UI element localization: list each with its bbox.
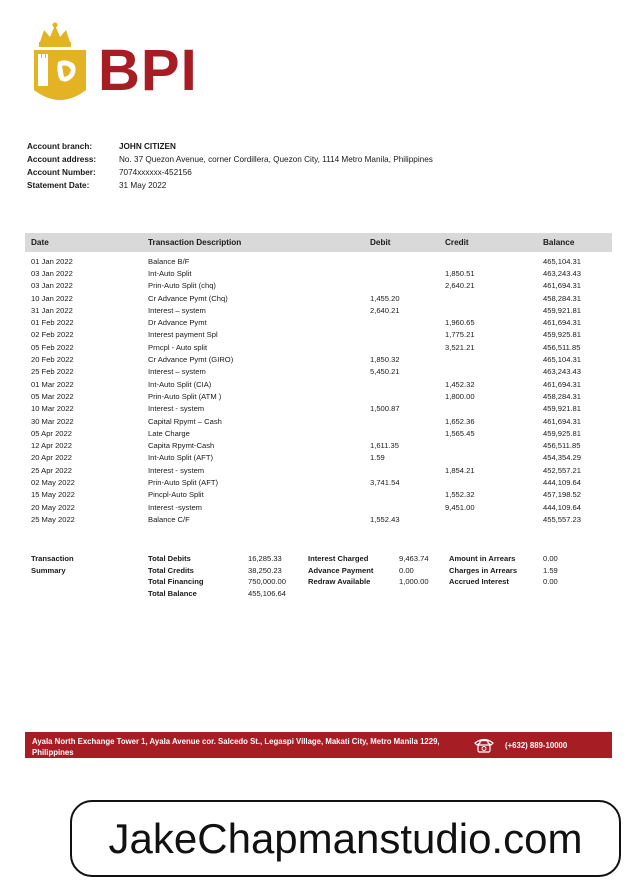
summary-item-label: Advance Payment bbox=[308, 565, 374, 575]
row-date: 25 May 2022 bbox=[31, 514, 75, 524]
row-debit: 1,500.87 bbox=[370, 404, 400, 414]
table-row bbox=[25, 415, 612, 427]
row-credit: 1,854.21 bbox=[445, 465, 475, 475]
row-description: Balance B/F bbox=[148, 256, 190, 266]
row-debit: 5,450.21 bbox=[370, 367, 400, 377]
row-date: 02 May 2022 bbox=[31, 477, 75, 487]
table-row bbox=[25, 366, 612, 378]
footer-phone: (+632) 889-10000 bbox=[505, 741, 568, 750]
row-debit: 1,850.32 bbox=[370, 355, 400, 365]
row-credit: 1,652.36 bbox=[445, 416, 475, 426]
account-branch-label: Account branch: bbox=[27, 142, 93, 151]
summary-item-value: 38,250.23 bbox=[248, 565, 282, 575]
row-debit: 1,552.43 bbox=[370, 514, 400, 524]
row-description: Interest – system bbox=[148, 305, 206, 315]
row-date: 02 Feb 2022 bbox=[31, 330, 74, 340]
row-date: 20 Feb 2022 bbox=[31, 355, 74, 365]
row-balance: 444,109.64 bbox=[543, 502, 582, 512]
row-balance: 461,694.31 bbox=[543, 379, 582, 389]
bpi-crest-icon bbox=[34, 23, 86, 101]
row-credit: 1,552.32 bbox=[445, 490, 475, 500]
row-balance: 461,694.31 bbox=[543, 416, 582, 426]
summary-item-value: 1.59 bbox=[543, 565, 558, 575]
row-description: Prin-Auto Split (ATM ) bbox=[148, 391, 222, 401]
summary-item bbox=[449, 576, 558, 588]
row-credit: 9,451.00 bbox=[445, 502, 475, 512]
row-description: Cr Advance Pymt (GIRO) bbox=[148, 355, 234, 365]
bpi-logo-text: BPI bbox=[98, 38, 198, 103]
row-debit: 1.59 bbox=[370, 453, 385, 463]
summary-item-label: Total Financing bbox=[148, 577, 204, 586]
summary-item-value: 750,000.00 bbox=[248, 577, 287, 586]
table-row bbox=[25, 403, 612, 415]
footer-address: Ayala North Exchange Tower 1, Ayala Avenue cor. Salcedo St., Legaspi Village, Makati City, Metro Manila 1229, Philippines bbox=[32, 737, 440, 757]
table-row bbox=[25, 255, 612, 267]
summary-item-value: 455,106.64 bbox=[248, 588, 287, 598]
summary-item-label: Accrued Interest bbox=[449, 577, 509, 586]
row-debit: 1,455.20 bbox=[370, 293, 400, 303]
row-credit: 2,640.21 bbox=[445, 281, 475, 291]
row-description: Prin-Auto Split (chq) bbox=[148, 281, 216, 291]
table-row bbox=[25, 464, 612, 476]
row-date: 20 May 2022 bbox=[31, 502, 75, 512]
row-balance: 461,694.31 bbox=[543, 318, 582, 328]
row-balance: 459,921.81 bbox=[543, 305, 582, 315]
row-description: Prncpl - Auto split bbox=[148, 342, 208, 352]
row-date: 20 Apr 2022 bbox=[31, 453, 72, 463]
row-date: 01 Jan 2022 bbox=[31, 256, 73, 266]
row-description: Late Charge bbox=[148, 428, 190, 438]
row-credit: 1,452.32 bbox=[445, 379, 475, 389]
account-address-value: No. 37 Quezon Avenue, corner Cordillera, Quezon City, 1114 Metro Manila, Philippines bbox=[119, 155, 433, 164]
watermark-text: JakeChapmanstudio.com bbox=[108, 814, 583, 862]
watermark-banner bbox=[70, 800, 621, 877]
row-date: 25 Apr 2022 bbox=[31, 465, 72, 475]
row-balance: 458,284.31 bbox=[543, 391, 582, 401]
telephone-icon bbox=[473, 737, 495, 753]
summary-label-line1: Transaction bbox=[31, 554, 74, 563]
summary-item bbox=[308, 576, 429, 588]
table-row bbox=[25, 292, 612, 304]
row-description: Capita Rpymt-Cash bbox=[148, 441, 215, 451]
summary-item-label: Charges in Arrears bbox=[449, 565, 518, 575]
summary-item-label: Amount in Arrears bbox=[449, 554, 516, 563]
table-row bbox=[25, 378, 612, 390]
header-debit: Debit bbox=[370, 238, 391, 247]
row-credit: 1,850.51 bbox=[445, 268, 475, 278]
table-row bbox=[25, 329, 612, 341]
table-row bbox=[25, 353, 612, 365]
row-date: 10 Jan 2022 bbox=[31, 293, 73, 303]
summary-item-value: 9,463.74 bbox=[399, 554, 429, 563]
row-date: 10 Mar 2022 bbox=[31, 404, 74, 414]
row-description: Int-Auto Split bbox=[148, 268, 192, 278]
row-balance: 444,109.64 bbox=[543, 477, 582, 487]
table-row bbox=[25, 390, 612, 402]
table-row bbox=[25, 304, 612, 316]
row-description: Cr Advance Pymt (Chq) bbox=[148, 293, 228, 303]
row-date: 03 Jan 2022 bbox=[31, 268, 73, 278]
account-info bbox=[27, 140, 433, 192]
row-balance: 459,925.81 bbox=[543, 428, 582, 438]
header-balance: Balance bbox=[543, 238, 575, 247]
row-description: Interest -system bbox=[148, 502, 203, 512]
summary-label-line2: Summary bbox=[31, 565, 66, 575]
row-description: Interest - system bbox=[148, 404, 205, 414]
row-description: Balance C/F bbox=[148, 514, 190, 524]
row-description: Dr Advance Pymt bbox=[148, 318, 207, 328]
row-balance: 463,243.43 bbox=[543, 268, 582, 278]
summary-item bbox=[449, 553, 558, 565]
row-balance: 454,354.29 bbox=[543, 453, 582, 463]
summary-item bbox=[148, 565, 286, 577]
row-description: Interest – system bbox=[148, 367, 206, 377]
summary-item bbox=[148, 588, 286, 600]
table-row bbox=[25, 476, 612, 488]
row-balance: 465,104.31 bbox=[543, 256, 582, 266]
summary-item-value: 0.00 bbox=[543, 577, 558, 586]
summary-item-value: 0.00 bbox=[543, 554, 558, 563]
row-balance: 459,925.81 bbox=[543, 330, 582, 340]
row-description: Pincpl-Auto Split bbox=[148, 490, 204, 500]
row-balance: 455,557.23 bbox=[543, 514, 582, 524]
row-date: 05 Apr 2022 bbox=[31, 428, 72, 438]
row-debit: 3,741.54 bbox=[370, 477, 400, 487]
row-credit: 1,775.21 bbox=[445, 330, 475, 340]
header-date: Date bbox=[31, 238, 49, 247]
summary-item-label: Interest Charged bbox=[308, 554, 369, 563]
row-credit: 1,960.65 bbox=[445, 318, 475, 328]
row-credit: 1,565.45 bbox=[445, 428, 475, 438]
row-balance: 459,921.81 bbox=[543, 404, 582, 414]
row-date: 12 Apr 2022 bbox=[31, 441, 72, 451]
row-balance: 465,104.31 bbox=[543, 355, 582, 365]
header-description: Transaction Description bbox=[148, 238, 242, 247]
row-balance: 461,694.31 bbox=[543, 281, 582, 291]
row-description: Interest payment Spl bbox=[148, 330, 218, 340]
summary-item-value: 16,285.33 bbox=[248, 554, 282, 563]
table-row bbox=[25, 501, 612, 513]
row-credit: 1,800.00 bbox=[445, 391, 475, 401]
summary-item bbox=[148, 576, 286, 588]
row-balance: 452,557.21 bbox=[543, 465, 582, 475]
header-credit: Credit bbox=[445, 238, 469, 247]
summary-item bbox=[308, 553, 429, 565]
row-description: Int-Auto Split (CIA) bbox=[148, 379, 212, 389]
account-number-value: 7074xxxxxx-452156 bbox=[119, 168, 192, 177]
row-description: Capital Rpymt – Cash bbox=[148, 416, 222, 426]
summary-item-label: Total Credits bbox=[148, 565, 194, 575]
table-row bbox=[25, 280, 612, 292]
row-debit: 1,611.35 bbox=[370, 441, 399, 451]
summary-item-label: Total Balance bbox=[148, 588, 197, 598]
row-description: Prin-Auto Split (AFT) bbox=[148, 477, 219, 487]
transactions-table bbox=[25, 233, 612, 526]
row-description: Interest - system bbox=[148, 465, 205, 475]
row-date: 25 Feb 2022 bbox=[31, 367, 74, 377]
table-row bbox=[25, 439, 612, 451]
table-row bbox=[25, 341, 612, 353]
row-balance: 457,198.52 bbox=[543, 490, 582, 500]
row-debit: 2,640.21 bbox=[370, 305, 400, 315]
table-body bbox=[25, 252, 612, 526]
row-credit: 3,521.21 bbox=[445, 342, 475, 352]
summary-item bbox=[449, 565, 558, 577]
table-row bbox=[25, 267, 612, 279]
row-date: 01 Mar 2022 bbox=[31, 379, 74, 389]
row-date: 31 Jan 2022 bbox=[31, 305, 73, 315]
row-date: 03 Jan 2022 bbox=[31, 281, 73, 291]
table-row bbox=[25, 513, 612, 525]
row-balance: 456,511.85 bbox=[543, 441, 581, 451]
table-row bbox=[25, 452, 612, 464]
account-address-label: Account address: bbox=[27, 155, 97, 164]
summary-item-value: 1,000.00 bbox=[399, 577, 429, 586]
table-row bbox=[25, 489, 612, 501]
row-date: 05 Mar 2022 bbox=[31, 391, 74, 401]
summary-item-label: Total Debits bbox=[148, 554, 191, 563]
summary-item-value: 0.00 bbox=[399, 565, 414, 575]
table-row bbox=[25, 316, 612, 328]
summary-item bbox=[148, 553, 286, 565]
table-row bbox=[25, 427, 612, 439]
table-header bbox=[25, 233, 612, 252]
row-description: Int-Auto Split (AFT) bbox=[148, 453, 213, 463]
row-date: 05 Feb 2022 bbox=[31, 342, 74, 352]
row-balance: 463,243.43 bbox=[543, 367, 582, 377]
summary-item-label: Redraw Available bbox=[308, 577, 371, 586]
footer-bar bbox=[25, 732, 612, 758]
statement-date-value: 31 May 2022 bbox=[119, 181, 167, 190]
row-date: 30 Mar 2022 bbox=[31, 416, 74, 426]
row-date: 15 May 2022 bbox=[31, 490, 75, 500]
row-balance: 456,511.85 bbox=[543, 342, 581, 352]
summary-item bbox=[308, 565, 429, 577]
statement-date-label: Statement Date: bbox=[27, 181, 90, 190]
account-branch-value: JOHN CITIZEN bbox=[119, 142, 176, 151]
row-balance: 458,284.31 bbox=[543, 293, 582, 303]
row-date: 01 Feb 2022 bbox=[31, 318, 74, 328]
account-number-label: Account Number: bbox=[27, 168, 96, 177]
